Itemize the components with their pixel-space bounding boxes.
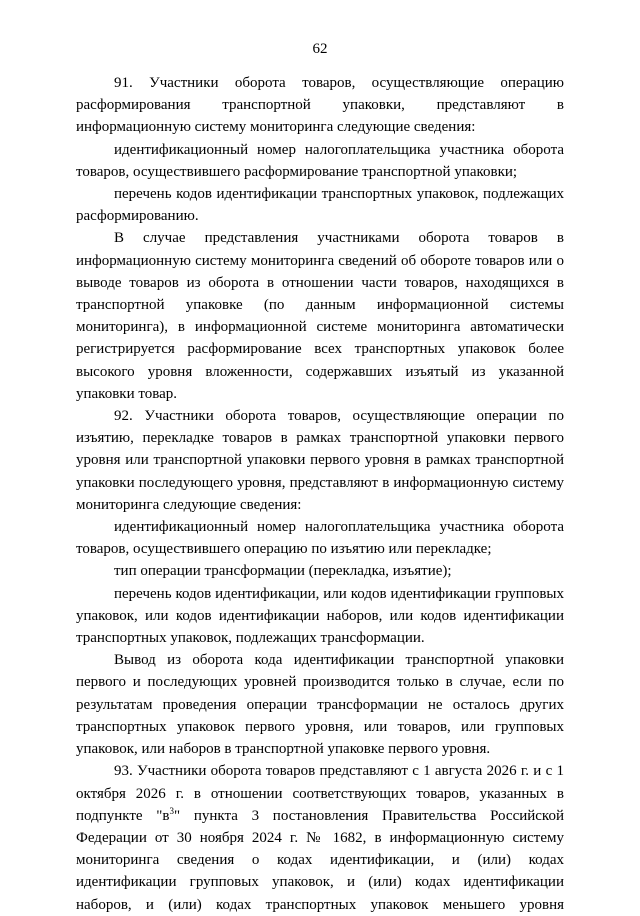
paragraph-92-intro: 92. Участники оборота товаров, осуществляющие операции по изъятию, перекладке товаров в рамках транспортной упаковки первого уровня или транспортной упаковки первого уровня в рамках транспортной упаковки последующего уровня, представляют в информационную систему мониторинга следующие сведения:: [76, 408, 564, 513]
paragraph-93-text-end: " пункта 3 постановления Правительства Российской Федерации от 30 ноября 2024 г. № 1682, в информационную систему мониторинга сведения о кодах идентификации, и (или) кодах идентификации групповых упаковок, и (или) кодах идентификации наборов, и (или) кодах транспортных упаковок меньшего уровня: [76, 807, 564, 913]
superscript-3: 3: [169, 805, 174, 816]
paragraph-91-codes: перечень кодов идентификации транспортных упаковок, подлежащих расформированию.: [76, 186, 564, 225]
paragraph-92-operation-type: тип операции трансформации (перекладка, изъятие);: [114, 563, 452, 580]
page-number: 62: [312, 41, 328, 57]
paragraph-91-inn: идентификационный номер налогоплательщика участника оборота товаров, осуществившего расформирование транспортной упаковки;: [76, 141, 564, 180]
document-body: [76, 72, 564, 916]
paragraph-93: [76, 760, 564, 915]
paragraph-auto-disbandment: В случае представления участниками оборота товаров в информационную систему мониторинга сведений об обороте товаров или о выводе товаров из оборота в отношении части товаров, находящихся в транспортной упаковке (по данным информационной системы мониторинга), в информационной системе мониторинга автоматически регистрируется расформирование всех транспортных упаковок более высокого уровня вложенности, содержавших изъятый из указанной упаковки товар.: [76, 230, 564, 402]
paragraph-92-inn: идентификационный номер налогоплательщика участника оборота товаров, осуществившего операцию по изъятию или перекладке;: [76, 519, 564, 558]
paragraph-93-text-start: 93. Участники оборота товаров представляют с 1 августа 2026 г. и с 1 октября 2026 г. в отношении соответствующих товаров, указанных в подпункте "в: [76, 763, 564, 824]
paragraph-92-codes: перечень кодов идентификации, или кодов идентификации групповых упаковок, или кодов идентификации наборов, или кодов идентификации транспортных упаковок, подлежащих трансформации.: [76, 585, 564, 647]
paragraph-91-intro: 91. Участники оборота товаров, осуществляющие операцию расформирования транспортной упаковки, представляют в информационную систему мониторинга следующие сведения:: [76, 75, 564, 136]
paragraph-withdrawal: Вывод из оборота кода идентификации транспортной упаковки первого и последующих уровней производится только в случае, если по результатам проведения операции трансформации не осталось других транспортных упаковок первого уровня, или товаров, или групповых упаковок, или наборов в транспортной упаковке первого уровня.: [76, 652, 564, 758]
